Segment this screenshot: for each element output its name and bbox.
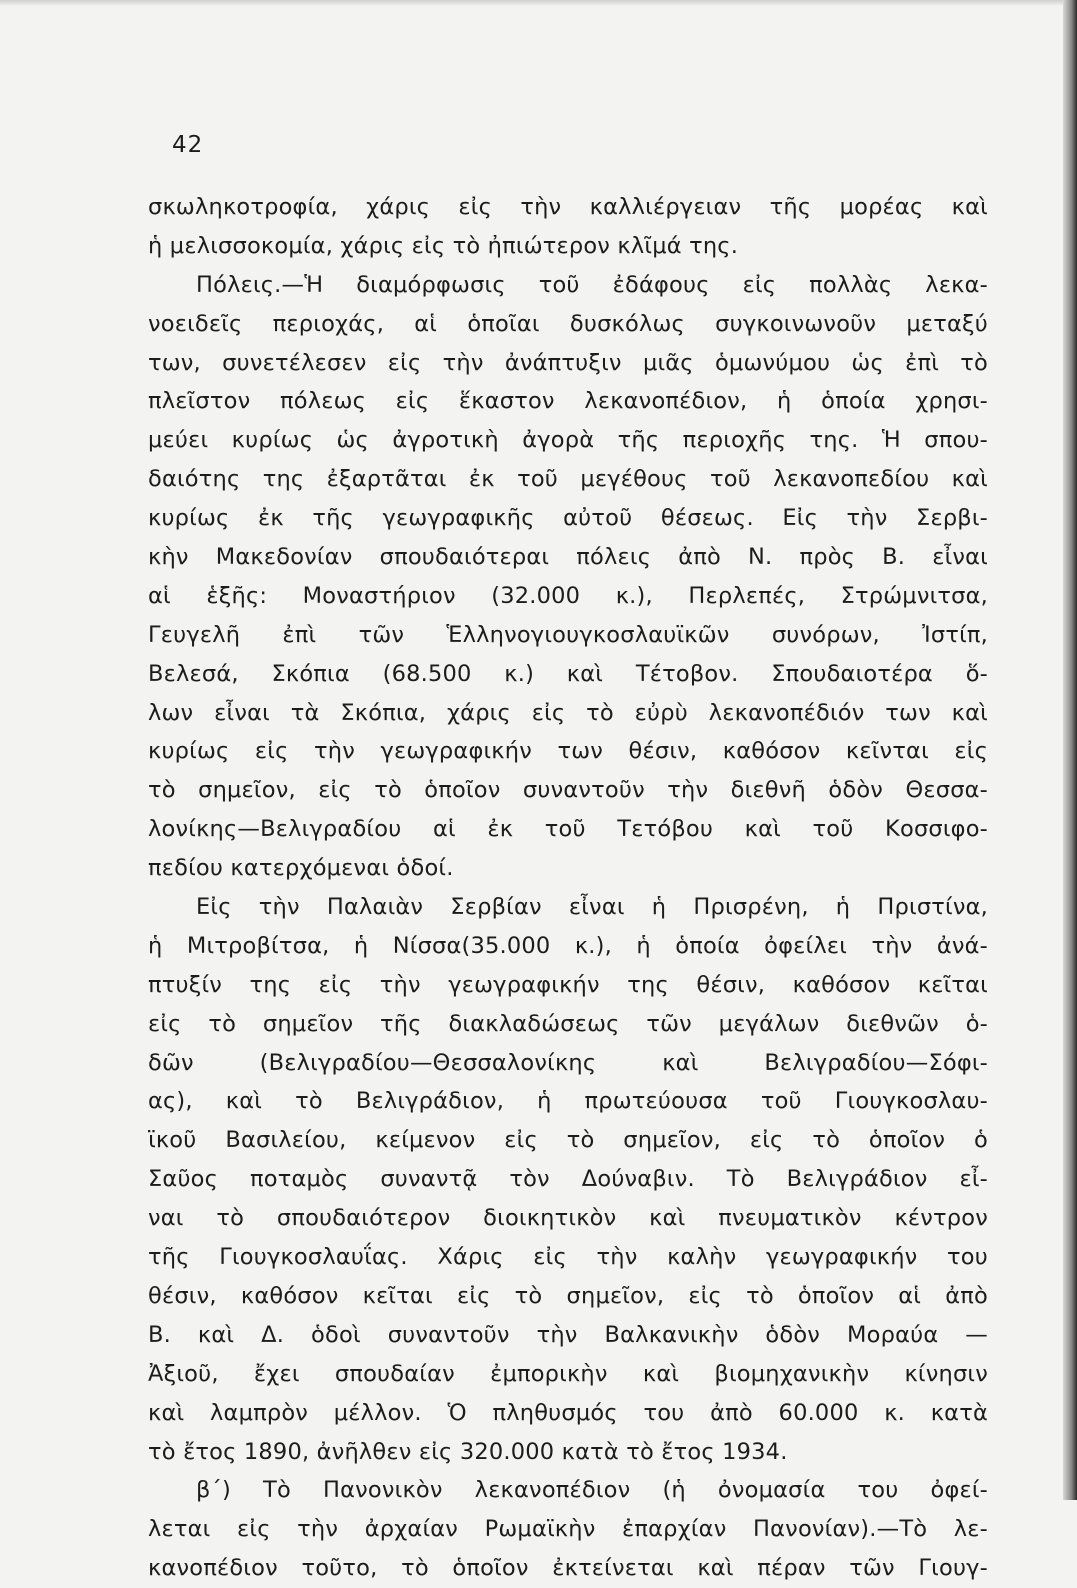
text-line: εἰς τὸ σημεῖον τῆς διακλαδώσεως τῶν μεγάλων διεθνῶν ὁ-: [148, 1010, 988, 1037]
text-line: ϊκοῦ Βασιλείου, κείμενον εἰς τὸ σημεῖον, εἰς τὸ ὁποῖον ὁ: [148, 1127, 988, 1154]
text-line: τῆς Γιουγκοσλαυΐας. Χάρις εἰς τὴν καλὴν γεωγραφικήν του: [148, 1244, 988, 1271]
text-line: Βελεσά, Σκόπια (68.500 κ.) καὶ Τέτοβον. Σπουδαιοτέρα ὅ-: [148, 660, 988, 687]
body-text: [148, 188, 988, 1588]
text-line: κανοπέδιον τοῦτο, τὸ ὁποῖον ἐκτείνεται καὶ πέραν τῶν Γιουγ-: [148, 1555, 988, 1582]
text-line: Εἰς τὴν Παλαιὰν Σερβίαν εἶναι ἡ Πρισρένη, ἡ Πριστίνα,: [196, 894, 988, 921]
text-line: ἡ μελισσοκομία, χάρις εἰς τὸ ἠπιώτερον κλῖμά της.: [148, 232, 739, 259]
text-line: Σαῦος ποταμὸς συναντᾷ τὸν Δούναβιν. Τὸ Βελιγράδιον εἶ-: [148, 1166, 988, 1193]
text-line: θέσιν, καθόσον κεῖται εἰς τὸ σημεῖον, εἰς τὸ ὁποῖον αἱ ἀπὸ: [148, 1282, 988, 1309]
text-line: δαιότης της ἐξαρτᾶται ἐκ τοῦ μεγέθους τοῦ λεκανοπεδίου καὶ: [148, 466, 988, 493]
text-line: μεύει κυρίως ὡς ἀγροτικὴ ἀγορὰ τῆς περιοχῆς της. Ἡ σπου-: [148, 427, 988, 454]
text-line: κυρίως εἰς τὴν γεωγραφικήν των θέσιν, καθόσον κεῖνται εἰς: [148, 738, 988, 765]
text-line: Ἀξιοῦ, ἔχει σπουδαίαν ἐμπορικὴν καὶ βιομηχανικὴν κίνησιν: [148, 1360, 988, 1387]
text-line-cities-heading: Πόλεις.—Ἡ διαμόρφωσις τοῦ ἐδάφους εἰς πολλὰς λεκα-: [196, 271, 988, 298]
text-line-pannonian-heading: β΄) Τὸ Πανονικὸν λεκανοπέδιον (ἡ ὀνομασία του ὀφεί-: [196, 1477, 988, 1504]
text-line: ας), καὶ τὸ Βελιγράδιον, ἡ πρωτεύουσα τοῦ Γιουγκοσλαυ-: [148, 1088, 988, 1115]
text-line: σκωληκοτροφία, χάρις εἰς τὴν καλλιέργειαν τῆς μορέας καὶ: [148, 194, 988, 220]
text-line: κὴν Μακεδονίαν σπουδαιότεραι πόλεις ἀπὸ Ν. πρὸς Β. εἶναι: [148, 544, 988, 571]
text-line: λεται εἰς τὴν ἀρχαίαν Ρωμαϊκὴν ἐπαρχίαν Πανονίαν).—Τὸ λε-: [148, 1516, 988, 1543]
text-line: δῶν (Βελιγραδίου—Θεσσαλονίκης καὶ Βελιγραδίου—Σόφι-: [148, 1049, 988, 1076]
text-line: νοειδεῖς περιοχάς, αἱ ὁποῖαι δυσκόλως συγκοινωνοῦν μεταξύ: [148, 310, 988, 337]
text-line: καὶ λαμπρὸν μέλλον. Ὁ πληθυσμός του ἀπὸ 60.000 κ. κατὰ: [148, 1399, 988, 1426]
text-line: των, συνετέλεσεν εἰς τὴν ἀνάπτυξιν μιᾶς ὁμωνύμου ὡς ἐπὶ τὸ: [148, 349, 988, 376]
page-right-edge-shadow: [1063, 0, 1077, 1500]
text-line: Β. καὶ Δ. ὁδοὶ συναντοῦν τὴν Βαλκανικὴν ὁδὸν Μοραύα —: [148, 1321, 988, 1348]
page-number: 42: [172, 132, 204, 158]
text-line: πλεῖστον πόλεως εἰς ἕκαστον λεκανοπέδιον, ἡ ὁποία χρησι-: [148, 388, 988, 415]
text-line: πεδίου κατερχόμεναι ὁδοί.: [148, 855, 454, 882]
text-line: αἱ ἑξῆς: Μοναστήριον (32.000 κ.), Περλεπές, Στρώμνιτσα,: [148, 582, 988, 609]
text-line: πτυξίν της εἰς τὴν γεωγραφικήν της θέσιν, καθόσον κεῖται: [148, 971, 988, 998]
text-line: κυρίως ἐκ τῆς γεωγραφικῆς αὐτοῦ θέσεως. Εἰς τὴν Σερβι-: [148, 505, 988, 532]
text-line: τὸ σημεῖον, εἰς τὸ ὁποῖον συναντοῦν τὴν διεθνῆ ὁδὸν Θεσσα-: [148, 777, 988, 804]
text-line: λων εἶναι τὰ Σκόπια, χάρις εἰς τὸ εὐρὺ λεκανοπέδιόν των καὶ: [148, 699, 988, 726]
text-line: τὸ ἔτος 1890, ἀνῆλθεν εἰς 320.000 κατὰ τὸ ἔτος 1934.: [148, 1438, 788, 1465]
text-line: ἡ Μιτροβίτσα, ἡ Νίσσα(35.000 κ.), ἡ ὁποία ὀφείλει τὴν ἀνά-: [148, 932, 988, 959]
text-line: Γευγελῆ ἐπὶ τῶν Ἑλληνογιουγκοσλαυϊκῶν συνόρων, Ἰστίπ,: [148, 621, 988, 648]
text-line: ναι τὸ σπουδαιότερον διοικητικὸν καὶ πνευματικὸν κέντρον: [148, 1205, 988, 1232]
text-line: λονίκης—Βελιγραδίου αἱ ἐκ τοῦ Τετόβου καὶ τοῦ Κοσσιφο-: [148, 816, 988, 843]
page-top-shadow: [0, 0, 1077, 6]
